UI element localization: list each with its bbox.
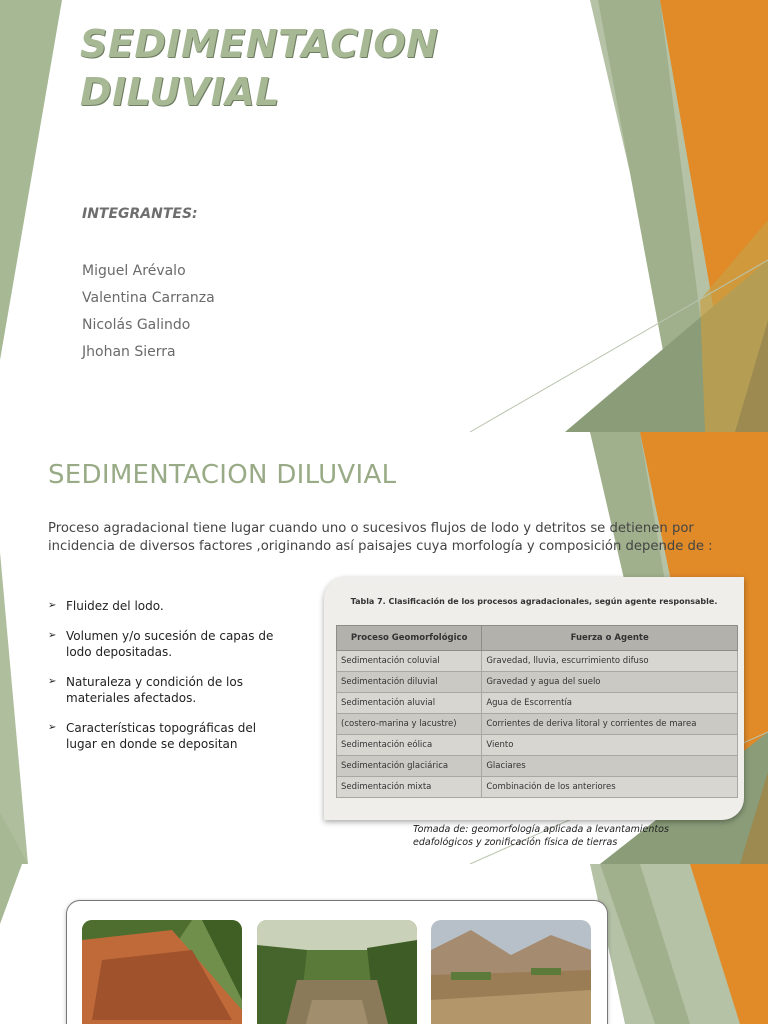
slide-3 xyxy=(0,864,768,1024)
member-item: Nicolás Galindo xyxy=(82,317,191,333)
list-item xyxy=(48,598,288,614)
table-cell: Glaciares xyxy=(482,756,738,777)
arrow-bullet-icon: ➢ xyxy=(48,676,57,687)
landslide-photo xyxy=(82,920,242,1024)
table-row xyxy=(337,672,738,693)
table-cell: Gravedad, lluvia, escurrimiento difuso xyxy=(482,651,738,672)
list-item-text: Características topográficas del lugar en donde se depositan xyxy=(66,721,257,751)
source-note: Tomada de: geomorfología aplicada a levantamientos edafológicos y zonificación física de tierras xyxy=(413,824,669,848)
table-cell: Sedimentación aluvial xyxy=(337,693,482,714)
table-header-row xyxy=(337,626,738,651)
arrow-bullet-icon: ➢ xyxy=(48,630,57,641)
slide-2 xyxy=(0,432,768,864)
table-row xyxy=(337,714,738,735)
slide-1 xyxy=(0,0,768,432)
table-cell: (costero-marina y lacustre) xyxy=(337,714,482,735)
members-label: INTEGRANTES: xyxy=(82,206,198,222)
factors-list xyxy=(48,598,288,766)
table-header-cell: Proceso Geomorfológico xyxy=(337,626,482,651)
table-row xyxy=(337,735,738,756)
table-cell: Sedimentación coluvial xyxy=(337,651,482,672)
list-item xyxy=(48,720,288,752)
table-cell: Corrientes de deriva litoral y corrientes de marea xyxy=(482,714,738,735)
table-cell: Sedimentación mixta xyxy=(337,777,482,798)
table-caption: Tabla 7. Clasificación de los procesos agradacionales, según agente responsable. xyxy=(350,597,718,606)
slide-1-title xyxy=(80,20,438,116)
arrow-bullet-icon: ➢ xyxy=(48,722,57,733)
riverbed-photo xyxy=(257,920,417,1024)
list-item-text: Naturaleza y condición de los materiales afectados. xyxy=(66,675,243,705)
member-item: Jhohan Sierra xyxy=(82,344,176,360)
slide-2-title: SEDIMENTACION DILUVIAL xyxy=(48,460,397,490)
arrow-bullet-icon: ➢ xyxy=(48,600,57,611)
table-cell: Sedimentación glaciárica xyxy=(337,756,482,777)
table-header-cell: Fuerza o Agente xyxy=(482,626,738,651)
table-cell: Combinación de los anteriores xyxy=(482,777,738,798)
table-row xyxy=(337,756,738,777)
classification-table-card xyxy=(324,577,744,820)
table-cell: Gravedad y agua del suelo xyxy=(482,672,738,693)
table-cell: Viento xyxy=(482,735,738,756)
debris-valley-photo xyxy=(431,920,591,1024)
title-line-2: DILUVIAL xyxy=(80,70,280,114)
members-list xyxy=(82,258,215,366)
list-item-text: Fluidez del lodo. xyxy=(66,599,164,613)
list-item-text: Volumen y/o sucesión de capas de lodo depositadas. xyxy=(66,629,274,659)
table-row xyxy=(337,693,738,714)
table-row xyxy=(337,651,738,672)
list-item xyxy=(48,628,288,660)
member-item: Valentina Carranza xyxy=(82,290,215,306)
table-row xyxy=(337,777,738,798)
list-item xyxy=(48,674,288,706)
intro-paragraph: Proceso agradacional tiene lugar cuando uno o sucesivos flujos de lodo y detritos se detienen por incidencia de diversos factores ,originando así paisajes cuya morfología y composición depende de : xyxy=(48,521,713,554)
table-cell: Agua de Escorrentía xyxy=(482,693,738,714)
title-line-1: SEDIMENTACION xyxy=(80,22,439,66)
table-cell: Sedimentación eólica xyxy=(337,735,482,756)
table-cell: Sedimentación diluvial xyxy=(337,672,482,693)
member-item: Miguel Arévalo xyxy=(82,263,186,279)
classification-table xyxy=(336,625,738,798)
